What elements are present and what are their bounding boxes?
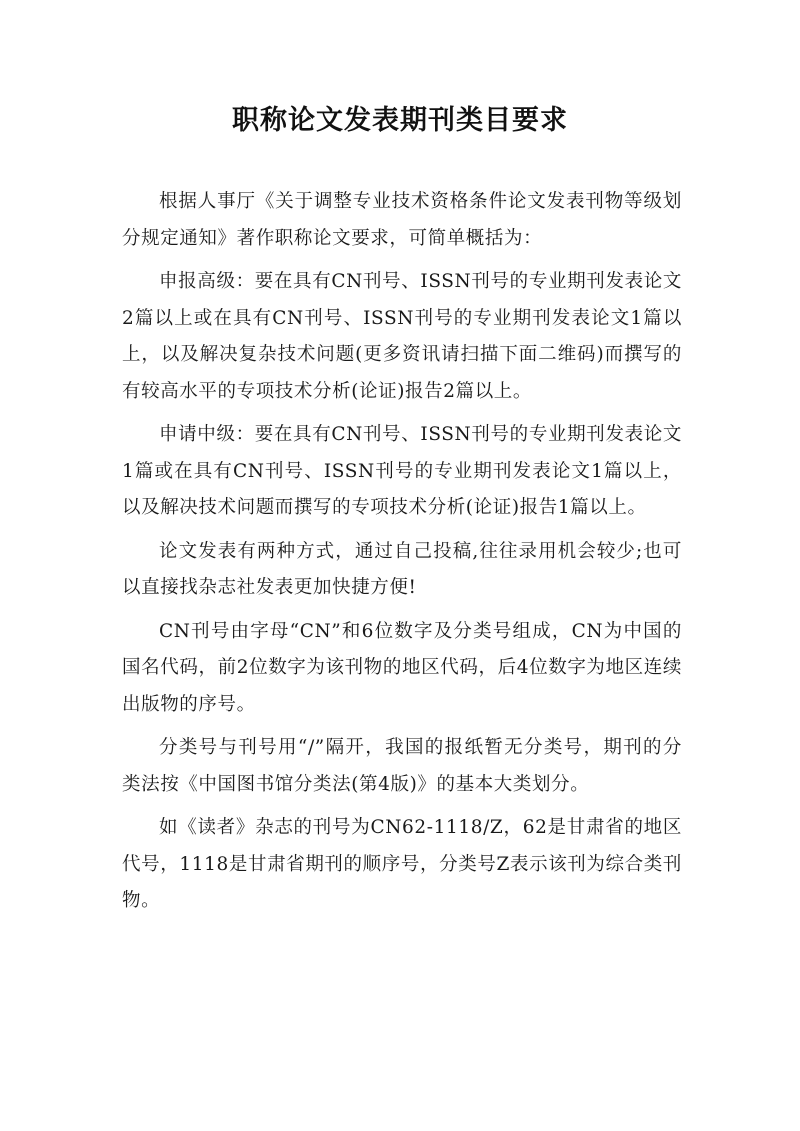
paragraph-senior-requirements: 申报高级：要在具有CN刊号、ISSN刊号的专业期刊发表论文2篇以上或在具有CN刊号、ISSN刊号的专业期刊发表论文1篇以上，以及解决复杂技术问题(更多资讯请扫描下面二维码)而撰写的有较高水平的专项技术分析(论证)报告2篇以上。 xyxy=(122,271,682,402)
paragraph-classification: 分类号与刊号用“/”隔开，我国的报纸暂无分类号，期刊的分类法按《中国图书馆分类法(第4版)》的基本大类划分。 xyxy=(122,737,682,795)
paragraph-publishing-methods: 论文发表有两种方式，通过自己投稿,往往录用机会较少;也可以直接找杂志社发表更加快捷方便! xyxy=(122,540,682,598)
document-title: 职称论文发表期刊类目要求 xyxy=(232,105,568,136)
paragraph-example: 如《读者》杂志的刊号为CN62-1118/Z，62是甘肃省的地区代号，1118是甘肃省期刊的顺序号，分类号Z表示该刊为综合类刊物。 xyxy=(122,817,682,911)
paragraph-intermediate-requirements: 申请中级：要在具有CN刊号、ISSN刊号的专业期刊发表论文1篇或在具有CN刊号、ISSN刊号的专业期刊发表论文1篇以上，以及解决技术问题而撰写的专项技术分析(论证)报告1篇以上。 xyxy=(122,424,682,518)
document-body xyxy=(122,184,682,927)
paragraph-intro: 根据人事厅《关于调整专业技术资格条件论文发表刊物等级划分规定通知》著作职称论文要求，可简单概括为： xyxy=(122,191,682,249)
paragraph-cn-number: CN刊号由字母“CN”和6位数字及分类号组成，CN为中国的国名代码，前2位数字为该刊物的地区代码，后4位数字为地区连续出版物的序号。 xyxy=(122,620,682,715)
